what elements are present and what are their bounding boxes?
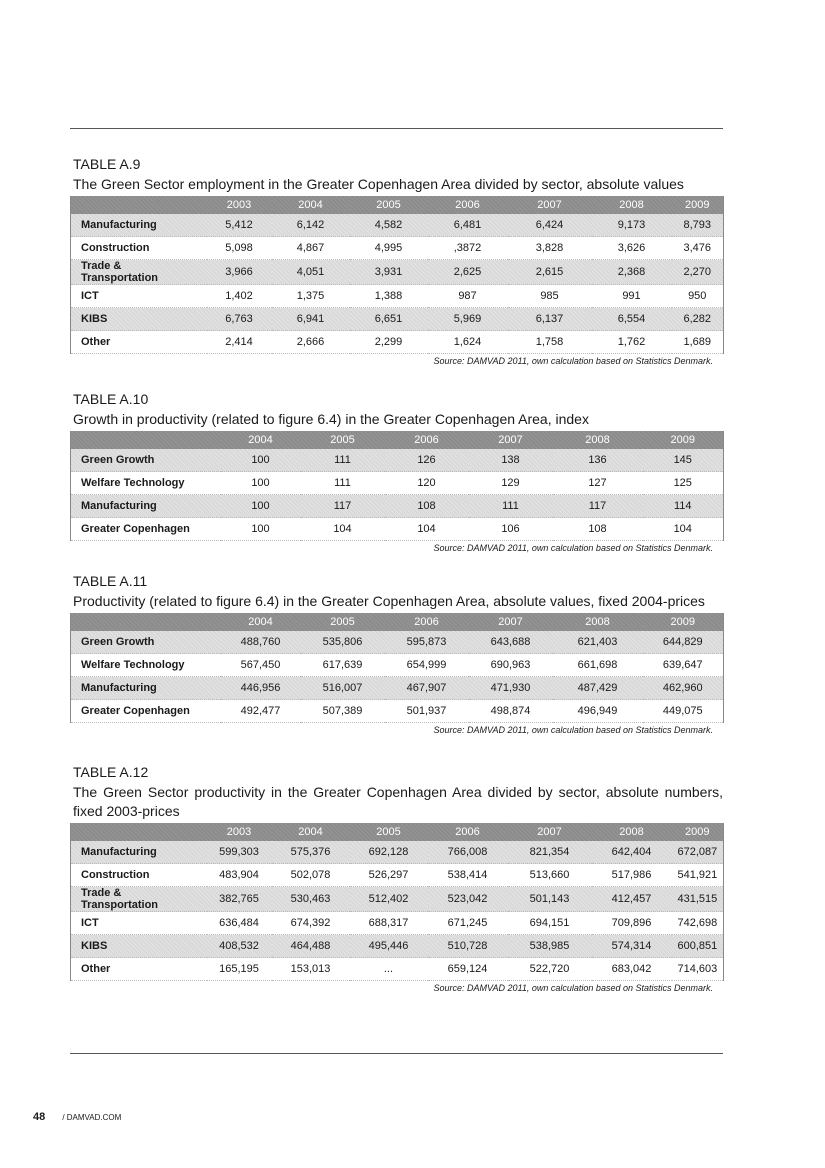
year-header: 2009 xyxy=(672,196,724,214)
table-cell: 6,282 xyxy=(672,308,724,331)
table-cell: 709,896 xyxy=(592,912,672,935)
footer-site: / DAMVAD.COM xyxy=(62,1113,122,1122)
table-cell: 462,960 xyxy=(643,677,724,700)
table-cell: 487,429 xyxy=(553,677,643,700)
table-cell: 516,007 xyxy=(301,677,385,700)
table-cell: 674,392 xyxy=(272,912,350,935)
table-cell: 950 xyxy=(672,285,724,308)
table-cell: 6,554 xyxy=(592,308,672,331)
table-row xyxy=(71,841,724,864)
table-cell: 6,941 xyxy=(272,308,350,331)
row-label: Other xyxy=(71,958,207,981)
table-cell: 382,765 xyxy=(207,887,272,912)
table-cell: 449,075 xyxy=(643,700,724,723)
year-header: 2006 xyxy=(385,613,469,631)
table-cell: 111 xyxy=(469,495,553,518)
header-corner xyxy=(71,431,221,449)
row-label: Trade & Transportation xyxy=(71,887,207,912)
year-header: 2009 xyxy=(643,613,724,631)
row-label: Green Growth xyxy=(71,631,221,654)
table-cell: 1,624 xyxy=(428,331,508,354)
data-table xyxy=(70,196,724,354)
table-cell: 513,660 xyxy=(508,864,592,887)
page-number: 48 xyxy=(33,1111,46,1123)
table-cell: 153,013 xyxy=(272,958,350,981)
table-cell: 412,457 xyxy=(592,887,672,912)
bottom-rule xyxy=(70,1053,723,1054)
table-row xyxy=(71,887,724,912)
header-corner xyxy=(71,613,221,631)
row-label: KIBS xyxy=(71,935,207,958)
source-note: Source: DAMVAD 2011, own calculation based on Statistics Denmark. xyxy=(433,725,713,735)
table-cell: 408,532 xyxy=(207,935,272,958)
table-cell: 111 xyxy=(301,472,385,495)
table-cell: 9,173 xyxy=(592,214,672,237)
table-row xyxy=(71,237,724,260)
table-caption: Growth in productivity (related to figure 6.4) in the Greater Copenhagen Area, index xyxy=(73,411,589,427)
table-cell: 6,424 xyxy=(508,214,592,237)
table-cell: 575,376 xyxy=(272,841,350,864)
source-note: Source: DAMVAD 2011, own calculation based on Statistics Denmark. xyxy=(433,356,713,366)
table-cell: 502,078 xyxy=(272,864,350,887)
table-label: TABLE A.11 xyxy=(73,573,148,589)
row-label: Green Growth xyxy=(71,449,221,472)
table-caption: The Green Sector productivity in the Greater Copenhagen Area divided by sector, absolute numbers, fixed 2003-prices xyxy=(73,784,723,819)
table-cell: 672,087 xyxy=(672,841,724,864)
table-cell: 599,303 xyxy=(207,841,272,864)
year-header: 2009 xyxy=(672,823,724,841)
table-cell: 431,515 xyxy=(672,887,724,912)
table-cell: 501,937 xyxy=(385,700,469,723)
table-cell: 136 xyxy=(553,449,643,472)
table-cell: 766,008 xyxy=(428,841,508,864)
row-label: Manufacturing xyxy=(71,495,221,518)
year-header: 2004 xyxy=(221,431,301,449)
table-cell: 507,389 xyxy=(301,700,385,723)
header-row xyxy=(71,196,724,214)
table-cell: 4,867 xyxy=(272,237,350,260)
table-row xyxy=(71,449,724,472)
row-label: Greater Copenhagen xyxy=(71,700,221,723)
table-cell: 8,793 xyxy=(672,214,724,237)
table-cell: 991 xyxy=(592,285,672,308)
table-cell: 2,615 xyxy=(508,260,592,285)
table-block-a11 xyxy=(70,573,723,735)
year-header: 2008 xyxy=(553,431,643,449)
table-cell: 108 xyxy=(385,495,469,518)
header-row xyxy=(71,823,724,841)
table-row xyxy=(71,631,724,654)
table-cell: 145 xyxy=(643,449,724,472)
year-header: 2005 xyxy=(301,431,385,449)
top-rule xyxy=(70,128,723,129)
table-cell: 106 xyxy=(469,518,553,541)
table-cell: 643,688 xyxy=(469,631,553,654)
table-cell: ,3872 xyxy=(428,237,508,260)
table-cell: 117 xyxy=(301,495,385,518)
table-row xyxy=(71,214,724,237)
table-cell: 498,874 xyxy=(469,700,553,723)
year-header: 2009 xyxy=(643,431,724,449)
table-cell: 483,904 xyxy=(207,864,272,887)
table-cell: 642,404 xyxy=(592,841,672,864)
table-cell: 1,388 xyxy=(350,285,428,308)
table-row xyxy=(71,495,724,518)
table-cell: 742,698 xyxy=(672,912,724,935)
table-cell: 574,314 xyxy=(592,935,672,958)
row-label: Welfare Technology xyxy=(71,472,221,495)
row-label: Trade & Transportation xyxy=(71,260,207,285)
row-label: Manufacturing xyxy=(71,841,207,864)
table-cell: 522,720 xyxy=(508,958,592,981)
row-label: ICT xyxy=(71,912,207,935)
table-cell: 3,828 xyxy=(508,237,592,260)
table-cell: 3,626 xyxy=(592,237,672,260)
table-row xyxy=(71,654,724,677)
table-cell: 4,051 xyxy=(272,260,350,285)
table-cell: 541,921 xyxy=(672,864,724,887)
table-row xyxy=(71,700,724,723)
table-cell: 467,907 xyxy=(385,677,469,700)
source-note: Source: DAMVAD 2011, own calculation based on Statistics Denmark. xyxy=(433,543,713,553)
table-cell: 714,603 xyxy=(672,958,724,981)
table-cell: 111 xyxy=(301,449,385,472)
table-cell: 530,463 xyxy=(272,887,350,912)
year-header: 2007 xyxy=(508,823,592,841)
table-cell: 3,931 xyxy=(350,260,428,285)
table-cell: 661,698 xyxy=(553,654,643,677)
table-cell: 2,625 xyxy=(428,260,508,285)
table-cell: 595,873 xyxy=(385,631,469,654)
header-corner xyxy=(71,196,207,214)
row-label: Construction xyxy=(71,864,207,887)
header-corner xyxy=(71,823,207,841)
table-cell: 512,402 xyxy=(350,887,428,912)
table-cell: 104 xyxy=(385,518,469,541)
table-cell: 5,969 xyxy=(428,308,508,331)
table-cell: 129 xyxy=(469,472,553,495)
table-cell: 523,042 xyxy=(428,887,508,912)
table-cell: 2,666 xyxy=(272,331,350,354)
table-cell: 3,476 xyxy=(672,237,724,260)
table-cell: 1,375 xyxy=(272,285,350,308)
year-header: 2007 xyxy=(508,196,592,214)
table-cell: 694,151 xyxy=(508,912,592,935)
table-cell: 690,963 xyxy=(469,654,553,677)
table-row xyxy=(71,285,724,308)
table-cell: 600,851 xyxy=(672,935,724,958)
row-label: ICT xyxy=(71,285,207,308)
year-header: 2003 xyxy=(207,196,272,214)
table-cell: 100 xyxy=(221,449,301,472)
table-label: TABLE A.10 xyxy=(73,391,149,407)
table-cell: 639,647 xyxy=(643,654,724,677)
table-cell: 821,354 xyxy=(508,841,592,864)
table-cell: 1,758 xyxy=(508,331,592,354)
table-cell: 6,142 xyxy=(272,214,350,237)
page-footer xyxy=(33,1111,121,1123)
table-cell: 104 xyxy=(643,518,724,541)
table-cell: ... xyxy=(350,958,428,981)
row-label: Construction xyxy=(71,237,207,260)
table-cell: 488,760 xyxy=(221,631,301,654)
year-header: 2008 xyxy=(592,196,672,214)
table-row xyxy=(71,677,724,700)
row-label: Manufacturing xyxy=(71,214,207,237)
table-cell: 617,639 xyxy=(301,654,385,677)
year-header: 2005 xyxy=(350,196,428,214)
table-cell: 114 xyxy=(643,495,724,518)
table-label: TABLE A.12 xyxy=(73,764,149,780)
table-row xyxy=(71,912,724,935)
table-cell: 567,450 xyxy=(221,654,301,677)
table-caption: The Green Sector employment in the Greater Copenhagen Area divided by sector, absolute values xyxy=(73,176,684,192)
year-header: 2007 xyxy=(469,431,553,449)
table-cell: 2,299 xyxy=(350,331,428,354)
table-cell: 100 xyxy=(221,495,301,518)
table-cell: 683,042 xyxy=(592,958,672,981)
table-cell: 446,956 xyxy=(221,677,301,700)
table-cell: 471,930 xyxy=(469,677,553,700)
table-row xyxy=(71,935,724,958)
table-cell: 104 xyxy=(301,518,385,541)
table-block-a9 xyxy=(70,156,723,366)
source-note: Source: DAMVAD 2011, own calculation based on Statistics Denmark. xyxy=(433,983,713,993)
table-row xyxy=(71,518,724,541)
year-header: 2005 xyxy=(350,823,428,841)
table-cell: 2,414 xyxy=(207,331,272,354)
table-cell: 3,966 xyxy=(207,260,272,285)
year-header: 2008 xyxy=(553,613,643,631)
table-cell: 671,245 xyxy=(428,912,508,935)
year-header: 2004 xyxy=(272,823,350,841)
table-cell: 636,484 xyxy=(207,912,272,935)
table-cell: 4,582 xyxy=(350,214,428,237)
row-label: Greater Copenhagen xyxy=(71,518,221,541)
table-cell: 985 xyxy=(508,285,592,308)
table-cell: 6,651 xyxy=(350,308,428,331)
table-cell: 517,986 xyxy=(592,864,672,887)
table-cell: 688,317 xyxy=(350,912,428,935)
table-cell: 5,412 xyxy=(207,214,272,237)
table-cell: 6,481 xyxy=(428,214,508,237)
table-cell: 510,728 xyxy=(428,935,508,958)
header-row xyxy=(71,431,724,449)
table-cell: 535,806 xyxy=(301,631,385,654)
table-cell: 100 xyxy=(221,472,301,495)
table-cell: 1,762 xyxy=(592,331,672,354)
year-header: 2006 xyxy=(385,431,469,449)
row-label: Manufacturing xyxy=(71,677,221,700)
table-block-a12 xyxy=(70,764,723,993)
year-header: 2004 xyxy=(221,613,301,631)
table-cell: 659,124 xyxy=(428,958,508,981)
row-label: KIBS xyxy=(71,308,207,331)
table-cell: 4,995 xyxy=(350,237,428,260)
row-label: Welfare Technology xyxy=(71,654,221,677)
table-caption: Productivity (related to figure 6.4) in the Greater Copenhagen Area, absolute values, fixed 2004-prices xyxy=(73,593,705,609)
year-header: 2004 xyxy=(272,196,350,214)
table-cell: 2,270 xyxy=(672,260,724,285)
table-row xyxy=(71,331,724,354)
table-row xyxy=(71,472,724,495)
table-cell: 126 xyxy=(385,449,469,472)
table-cell: 501,143 xyxy=(508,887,592,912)
table-cell: 6,763 xyxy=(207,308,272,331)
table-cell: 692,128 xyxy=(350,841,428,864)
table-cell: 526,297 xyxy=(350,864,428,887)
year-header: 2008 xyxy=(592,823,672,841)
table-block-a10 xyxy=(70,391,723,553)
table-row xyxy=(71,958,724,981)
table-cell: 492,477 xyxy=(221,700,301,723)
year-header: 2006 xyxy=(428,823,508,841)
table-label: TABLE A.9 xyxy=(73,156,141,172)
table-cell: 138 xyxy=(469,449,553,472)
table-cell: 5,098 xyxy=(207,237,272,260)
table-cell: 120 xyxy=(385,472,469,495)
table-cell: 165,195 xyxy=(207,958,272,981)
table-cell: 125 xyxy=(643,472,724,495)
table-cell: 117 xyxy=(553,495,643,518)
table-cell: 538,985 xyxy=(508,935,592,958)
year-header: 2007 xyxy=(469,613,553,631)
year-header: 2005 xyxy=(301,613,385,631)
data-table xyxy=(70,431,724,541)
table-cell: 987 xyxy=(428,285,508,308)
table-cell: 1,402 xyxy=(207,285,272,308)
year-header: 2006 xyxy=(428,196,508,214)
data-table xyxy=(70,823,724,981)
table-row xyxy=(71,260,724,285)
table-cell: 644,829 xyxy=(643,631,724,654)
table-cell: 496,949 xyxy=(553,700,643,723)
table-cell: 464,488 xyxy=(272,935,350,958)
table-cell: 127 xyxy=(553,472,643,495)
year-header: 2003 xyxy=(207,823,272,841)
data-table xyxy=(70,613,724,723)
table-cell: 621,403 xyxy=(553,631,643,654)
table-cell: 6,137 xyxy=(508,308,592,331)
table-cell: 2,368 xyxy=(592,260,672,285)
header-row xyxy=(71,613,724,631)
table-row xyxy=(71,864,724,887)
row-label: Other xyxy=(71,331,207,354)
table-cell: 108 xyxy=(553,518,643,541)
table-cell: 654,999 xyxy=(385,654,469,677)
table-cell: 538,414 xyxy=(428,864,508,887)
table-row xyxy=(71,308,724,331)
table-cell: 495,446 xyxy=(350,935,428,958)
table-cell: 1,689 xyxy=(672,331,724,354)
table-cell: 100 xyxy=(221,518,301,541)
